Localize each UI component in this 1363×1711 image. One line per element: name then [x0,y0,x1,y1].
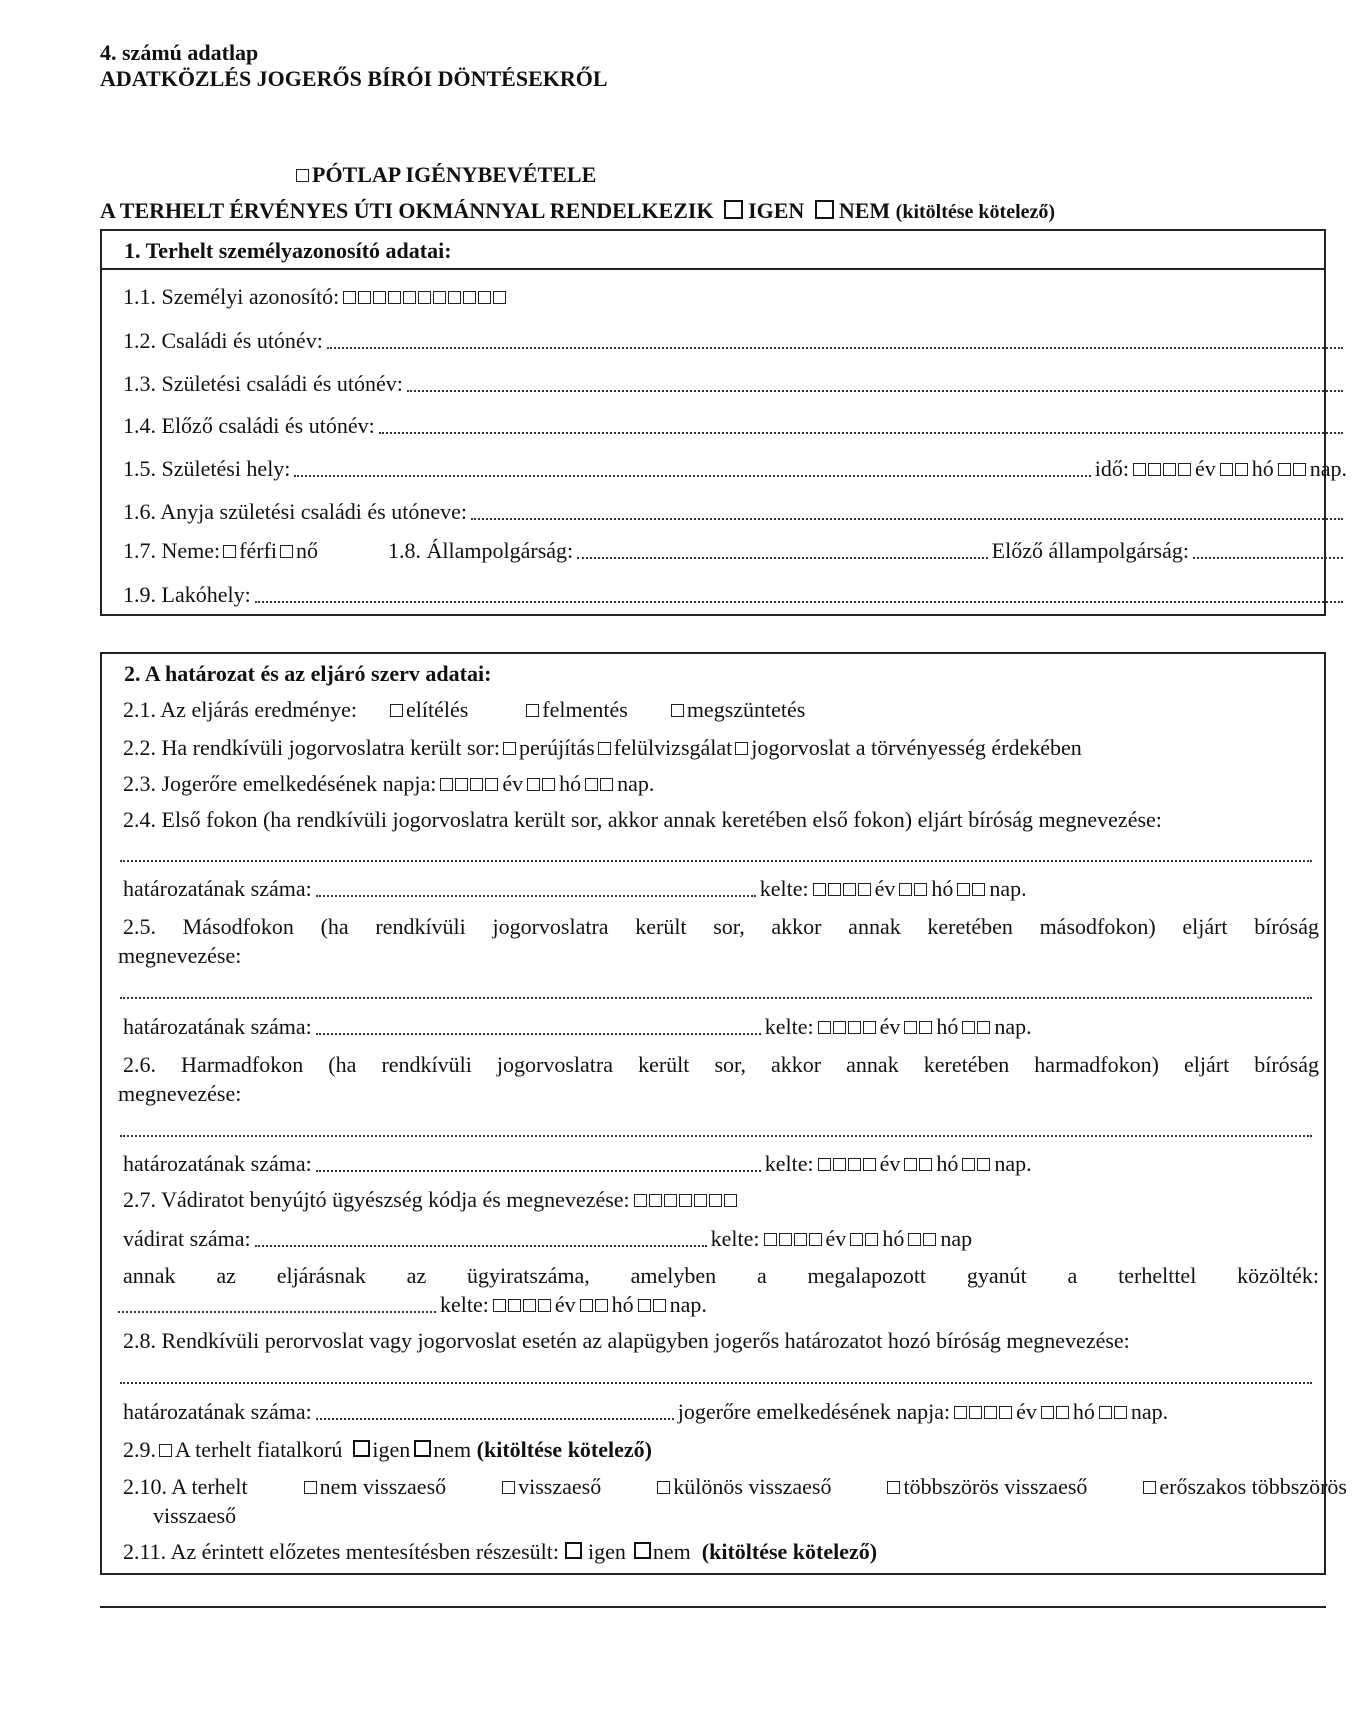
birth-name-field[interactable] [407,390,1343,392]
final-date-label: 2.3. Jogerőre emelkedésének napja: [123,771,437,796]
second-instance-court-field[interactable] [120,997,1312,999]
indictment-month-boxes[interactable] [850,1233,878,1246]
special-recidivist-label: különös visszaeső [673,1474,832,1499]
citizenship-field[interactable] [577,557,988,559]
day-label: nap. [989,876,1027,901]
base-case-court-field[interactable] [120,1382,1312,1384]
exemption-label: 2.11. Az érintett előzetes mentesítésben részesült: [123,1539,559,1564]
case-number-field[interactable] [118,1311,436,1313]
decision-number-label: határozatának száma: [123,1151,312,1176]
year-label: év [502,771,524,796]
day-label: nap. [994,1151,1032,1176]
recidivist-option-label: visszaeső [518,1474,602,1499]
final-month-boxes[interactable] [527,778,555,791]
decision-year-boxes[interactable] [818,1158,876,1171]
exemption-no-checkbox[interactable] [634,1542,651,1559]
review-label: felülvizsgálat [613,735,733,760]
case-number-label: annak az eljárásnak az ügyiratszáma, amelyben a megalapozott gyanút a terhelttel közölték: [123,1263,1319,1288]
juvenile-no-checkbox[interactable] [414,1440,431,1457]
row-2-11 [123,1539,1347,1565]
first-instance-court-label: 2.4. Első fokon (ha rendkívüli jogorvoslatra került sor, akkor annak keretében első fokon) eljárt bíróság megnevezése: [123,807,1162,832]
personal-id-label: 1.1. Személyi azonosító: [123,284,340,309]
decision-number-field[interactable] [316,895,756,897]
decision-number-label: határozatának száma: [123,876,312,901]
row-1-9 [123,582,1347,608]
exemption-no-label: nem [652,1539,691,1564]
day-label: nap. [669,1292,707,1317]
row-2-4-number [123,876,1347,902]
form-title: ADATKÖZLÉS JOGERŐS BÍRÓI DÖNTÉSEKRŐL [100,66,608,91]
birth-month-boxes[interactable] [1220,463,1248,476]
name-label: 1.2. Családi és utónév: [123,328,323,353]
final-year-boxes[interactable] [440,778,498,791]
decision-number-label: határozatának száma: [123,1014,312,1039]
male-label: férfi [239,538,278,563]
row-2-5-number [123,1014,1347,1040]
row-2-7 [123,1187,1347,1213]
recidivist-checkbox[interactable] [502,1481,515,1494]
year-label: év [879,1151,901,1176]
female-checkbox[interactable] [280,545,293,558]
second-instance-court-label: 2.5. Másodfokon (ha rendkívüli jogorvoslatra került sor, akkor annak keretében másodfokon) eljárt bíróság [123,914,1319,939]
month-label: hó [1251,456,1274,481]
potlap-label: PÓTLAP IGÉNYBEVÉTELE [312,162,597,187]
day-label: nap. [994,1014,1032,1039]
row-2-2 [123,735,1347,761]
passport-line [100,198,1055,224]
violent-recidivist-checkbox[interactable] [1143,1481,1156,1494]
acquittal-label: felmentés [542,697,628,722]
outcome-label: 2.1. Az eljárás eredménye: [123,697,357,722]
row-1-4 [123,413,1347,439]
indictment-day-boxes[interactable] [908,1233,936,1246]
decision-number-label: határozatának száma: [123,1399,312,1424]
conviction-checkbox[interactable] [390,704,403,717]
bottom-rule [100,1606,1326,1608]
non-recidivist-checkbox[interactable] [304,1481,317,1494]
decision-month-boxes[interactable] [899,883,927,896]
row-2-4 [123,807,1347,833]
month-label: hó [931,876,954,901]
year-label: év [1016,1399,1037,1424]
exemption-yes-checkbox[interactable] [565,1542,582,1559]
first-instance-court-field[interactable] [120,860,1312,862]
conviction-label: elítélés [405,697,469,722]
row-2-8-number [123,1399,1347,1425]
exemption-mandatory-note: (kitöltése kötelező) [701,1539,878,1564]
year-label: év [825,1226,847,1251]
violent-recidivist-label-2: visszaeső [153,1503,237,1528]
residence-label: 1.9. Lakóhely: [123,582,251,607]
year-label: év [554,1292,576,1317]
juvenile-yes-label: igen [372,1437,411,1462]
acquittal-checkbox[interactable] [526,704,539,717]
final-month-boxes[interactable] [1041,1406,1069,1419]
decision-day-boxes[interactable] [962,1158,990,1171]
section-2-title: 2. A határozat és az eljáró szerv adatai: [124,661,492,686]
extraordinary-remedy-label: 2.2. Ha rendkívüli jogorvoslatra került sor: [123,735,500,760]
residence-field[interactable] [255,601,1343,603]
juvenile-number: 2.9. [123,1437,156,1462]
birth-name-label: 1.3. Születési családi és utónév: [123,371,403,396]
termination-checkbox[interactable] [671,704,684,717]
violent-recidivist-label: erőszakos többszörös [1159,1474,1347,1499]
juvenile-checkbox[interactable] [159,1444,172,1457]
row-1-1 [123,284,1347,310]
retrial-label: perújítás [518,735,595,760]
personal-id-boxes[interactable] [343,291,506,304]
day-label: nap. [1309,456,1347,481]
exemption-yes-label: igen [587,1539,626,1564]
indictment-year-boxes[interactable] [764,1233,822,1246]
decision-day-boxes[interactable] [957,883,985,896]
decision-day-boxes[interactable] [962,1021,990,1034]
passport-question: A TERHELT ÉRVÉNYES ÚTI OKMÁNNYAL RENDELKEZIK [100,198,714,223]
row-1-2 [123,328,1347,354]
base-case-court-label: 2.8. Rendkívüli perorvoslat vagy jogorvoslat esetén az alapügyben jogerős határozatot hozó bíróság megnevezése: [123,1328,1130,1353]
male-checkbox[interactable] [223,545,236,558]
month-label: hó [559,771,582,796]
case-month-boxes[interactable] [580,1299,608,1312]
row-2-3 [123,771,1347,797]
decision-number-field[interactable] [316,1033,761,1035]
decision-month-boxes[interactable] [904,1158,932,1171]
month-label: hó [611,1292,634,1317]
section-1-title-divider [102,268,1324,270]
birth-place-field[interactable] [294,475,1090,477]
non-recidivist-label: nem visszaeső [319,1474,447,1499]
year-label: év [1194,456,1216,481]
section-1-title: 1. Terhelt személyazonosító adatai: [124,238,452,263]
juvenile-label: A terhelt fiatalkorú [175,1437,343,1462]
day-label: nap. [617,771,655,796]
indictment-number-field[interactable] [255,1245,707,1247]
previous-name-field[interactable] [379,432,1343,434]
row-2-7-indictment [123,1226,1347,1252]
passport-yes-checkbox[interactable] [724,200,743,219]
date-label: kelte: [440,1292,489,1317]
legality-remedy-label: jogorvoslat a törvényesség érdekében [751,735,1082,760]
decision-year-boxes[interactable] [813,883,871,896]
row-2-7-case [118,1292,1347,1318]
month-label: hó [882,1226,905,1251]
form-number: 4. számú adatlap [100,40,259,65]
legality-remedy-checkbox[interactable] [735,742,748,755]
previous-citizenship-field[interactable] [1193,557,1343,559]
day-label: nap [940,1226,973,1251]
name-field[interactable] [327,347,1343,349]
third-instance-court-label-2: megnevezése: [118,1081,242,1106]
row-1-7 [123,538,1347,564]
prosecutor-label: 2.7. Vádiratot benyújtó ügyészség kódja és megnevezése: [123,1187,630,1212]
third-instance-court-label: 2.6. Harmadfokon (ha rendkívüli jogorvoslatra került sor, akkor annak keretében harmadfokon) eljárt bíróság [123,1052,1319,1077]
juvenile-no-label: nem [433,1437,472,1462]
termination-label: megszüntetés [686,697,806,722]
row-1-3 [123,371,1347,397]
review-checkbox[interactable] [598,742,611,755]
decision-number-field[interactable] [316,1170,761,1172]
year-label: év [874,876,896,901]
row-2-1 [123,697,1347,723]
female-label: nő [296,538,319,563]
second-instance-court-label-2: megnevezése: [118,943,242,968]
recidivist-label: 2.10. A terhelt [123,1474,248,1499]
multiple-recidivist-checkbox[interactable] [887,1481,900,1494]
third-instance-court-field[interactable] [120,1135,1312,1137]
final-date-label: jogerőre emelkedésének napja: [677,1399,951,1424]
date-label: kelte: [759,876,809,901]
birth-day-boxes[interactable] [1278,463,1306,476]
date-label: kelte: [764,1151,814,1176]
passport-mandatory-note: (kitöltése kötelező) [895,201,1056,223]
potlap-line [293,162,596,188]
mother-name-field[interactable] [471,518,1343,520]
date-label: kelte: [764,1014,814,1039]
juvenile-yes-checkbox[interactable] [353,1440,370,1457]
day-label: nap. [1130,1399,1169,1424]
retrial-checkbox[interactable] [503,742,516,755]
gender-label: 1.7. Neme: [123,538,221,563]
case-year-boxes[interactable] [493,1299,551,1312]
passport-no-checkbox[interactable] [815,200,834,219]
birth-place-label: 1.5. Születési hely: [123,456,291,481]
final-day-boxes[interactable] [1099,1406,1127,1419]
month-label: hó [1072,1399,1095,1424]
passport-yes-label: IGEN [748,198,805,223]
birth-year-boxes[interactable] [1133,463,1191,476]
indictment-number-label: vádirat száma: [123,1226,251,1251]
row-1-5 [123,456,1347,482]
previous-citizenship-label: Előző állampolgárság: [991,538,1189,563]
month-label: hó [936,1151,959,1176]
row-2-8 [123,1328,1347,1354]
decision-number-field[interactable] [316,1418,674,1420]
row-1-6 [123,499,1347,525]
potlap-checkbox[interactable] [296,169,309,182]
birth-time-label: idő: [1094,456,1129,481]
final-year-boxes[interactable] [954,1406,1012,1419]
previous-name-label: 1.4. Előző családi és utónév: [123,413,375,438]
case-day-boxes[interactable] [638,1299,666,1312]
decision-month-boxes[interactable] [904,1021,932,1034]
row-2-9 [123,1437,1347,1463]
citizenship-label: 1.8. Állampolgárság: [388,538,574,563]
special-recidivist-checkbox[interactable] [657,1481,670,1494]
mother-name-label: 1.6. Anyja születési családi és utóneve: [123,499,467,524]
passport-no-label: NEM [838,198,891,223]
multiple-recidivist-label: többszörös visszaeső [903,1474,1088,1499]
final-day-boxes[interactable] [585,778,613,791]
date-label: kelte: [710,1226,760,1251]
month-label: hó [936,1014,959,1039]
row-2-10 [123,1474,1347,1500]
prosecutor-code-boxes[interactable] [634,1194,737,1207]
decision-year-boxes[interactable] [818,1021,876,1034]
year-label: év [879,1014,901,1039]
juvenile-mandatory-note: (kitöltése kötelező) [476,1437,652,1462]
row-2-6-number [123,1151,1347,1177]
